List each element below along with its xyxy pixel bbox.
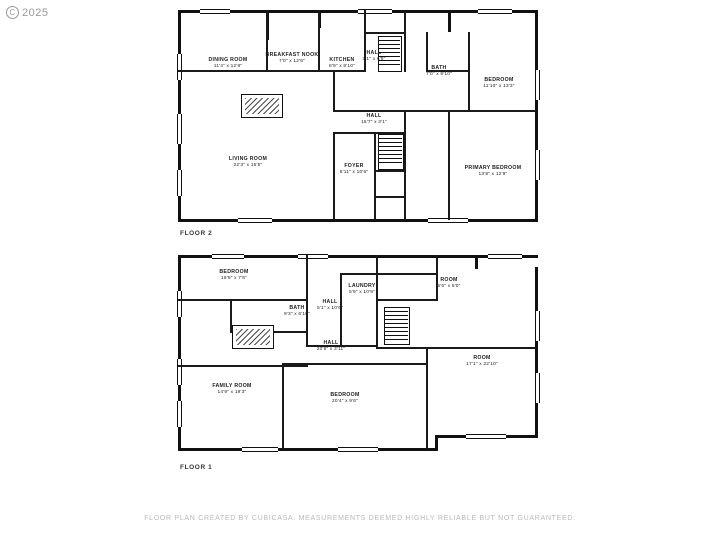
fireplace-floor-1 [232, 325, 274, 349]
room-label: ROOM 17'1" x 22'10" [466, 355, 498, 367]
room-label: BEDROOM 18'9" x 7'8" [219, 269, 249, 281]
room-label: FOYER 6'11" x 10'5" [339, 163, 369, 175]
floor-2-plan [178, 10, 538, 222]
copyright-icon: C [6, 6, 19, 19]
watermark [6, 6, 48, 19]
floor-1-plan [178, 255, 538, 451]
room-label: HALL 3'1" x 6'9" [362, 50, 386, 62]
room-label: LAUNDRY 5'9" x 10'9" [348, 283, 376, 295]
room-label: DINING ROOM 11'4" x 12'8" [208, 57, 248, 69]
room-label: ROOM 5'6" x 5'0" [437, 277, 461, 289]
room-label: PRIMARY BEDROOM 13'8" x 12'9" [464, 165, 522, 177]
disclaimer-text: FLOOR PLAN CREATED BY CUBICASA. MEASUREMENTS DEEMED HIGHLY RELIABLE BUT NOT GUARANTEED. [144, 515, 576, 522]
room-label: HALL 5'1" x 10'6" [316, 299, 344, 311]
room-label: HALL 15'7" x 3'1" [360, 113, 388, 125]
room-label: FAMILY ROOM 14'9" x 19'3" [212, 383, 252, 395]
watermark-year: 2025 [22, 6, 49, 19]
fireplace-floor-2 [241, 94, 283, 118]
room-label: KITCHEN 8'9" x 9'10" [328, 57, 356, 69]
floor-1-label: FLOOR 1 [180, 464, 213, 471]
room-label: BATH 7'0" x 9'10" [425, 65, 453, 77]
room-label: BATH 9'3" x 6'10" [283, 305, 311, 317]
room-label: BEDROOM 20'4" x 9'6" [330, 392, 360, 404]
floor-2-label: FLOOR 2 [180, 230, 213, 237]
room-label: BREAKFAST NOOK 7'0" x 12'6" [265, 52, 319, 64]
room-label: BEDROOM 11'10" x 13'3" [483, 77, 515, 89]
room-label: HALL 20'9" x 3'11" [316, 340, 346, 352]
room-label: LIVING ROOM 22'3" x 15'5" [228, 156, 268, 168]
